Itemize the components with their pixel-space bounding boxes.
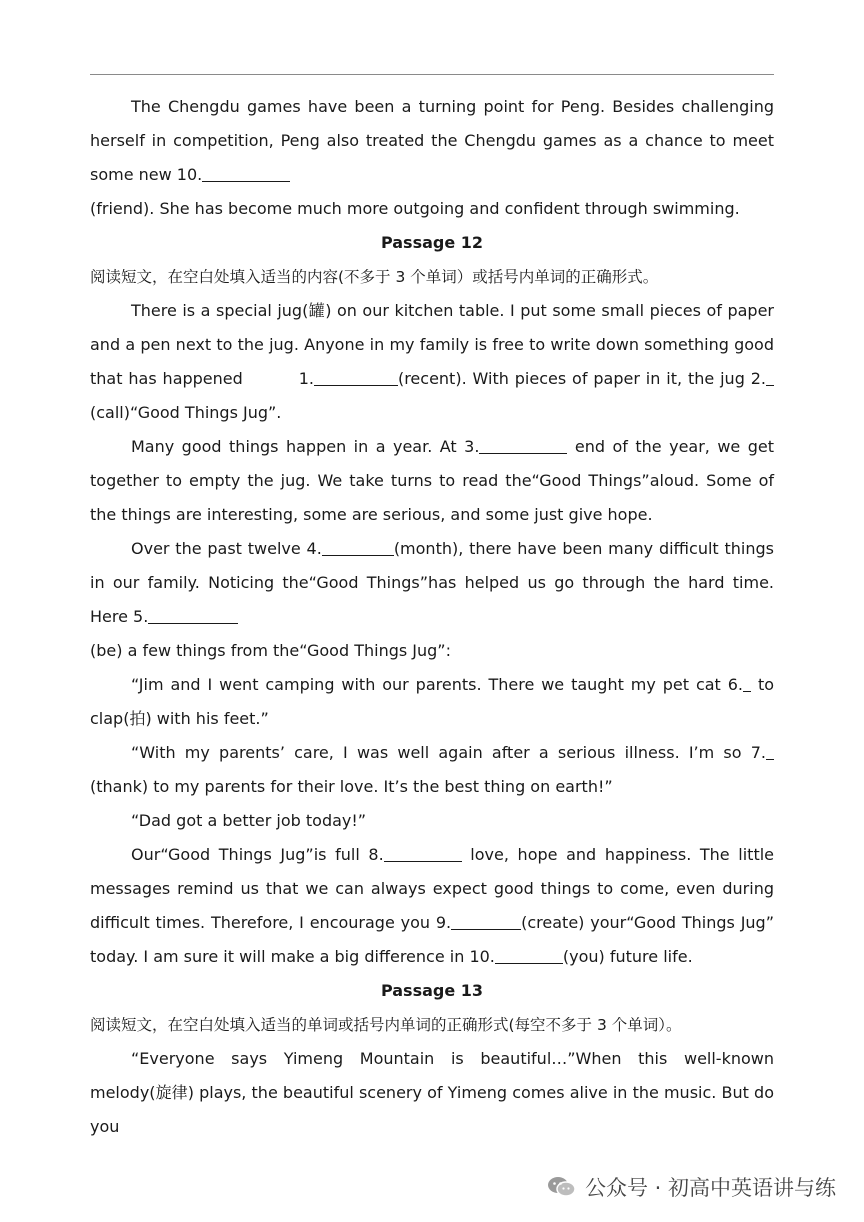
answer-blank[interactable] bbox=[384, 843, 462, 862]
passage12-paragraph: There is a special jug(罐) on our kitchen table. I put some small pieces of paper and a pen next to the jug. Anyone in my family is free to write down something good that has happened 1. (recent). With pieces of paper in it, the jug 2. (call)“Good Things Jug”. bbox=[90, 301, 774, 422]
answer-blank[interactable] bbox=[479, 435, 567, 454]
answer-blank[interactable] bbox=[314, 367, 398, 386]
quote-paragraph: “With my parents’ care, I was well again after a serious illness. I’m so 7. (thank) to my parents for their love. It’s the best thing on earth!” bbox=[90, 736, 774, 804]
answer-blank[interactable] bbox=[766, 367, 774, 386]
answer-blank[interactable] bbox=[451, 911, 521, 930]
passage12-paragraph: Over the past twelve 4. (month), there have been many difficult things in our family. Noticing the“Good Things”has helped us go through the hard time. Here 5. bbox=[90, 539, 774, 626]
passage11-paragraph: The Chengdu games have been a turning point for Peng. Besides challenging herself in competition, Peng also treated the Chengdu games as a chance to meet some new 10. bbox=[90, 97, 774, 184]
watermark-text: 公众号 · 初高中英语讲与练 bbox=[584, 1176, 836, 1200]
answer-blank[interactable] bbox=[322, 537, 394, 556]
passage-instruction: 阅读短文，在空白处填入适当的单词或括号内单词的正确形式(每空不多于 3 个单词）。 bbox=[90, 1016, 682, 1034]
passage13-paragraph: “Everyone says Yimeng Mountain is beautiful…”When this well-known melody(旋律) plays, the beautiful scenery of Yimeng comes alive in the music. But do you bbox=[90, 1049, 774, 1136]
quote-paragraph: “Dad got a better job today!” bbox=[131, 811, 367, 830]
answer-blank[interactable] bbox=[202, 163, 290, 182]
passage12-paragraph: (be) a few things from the“Good Things Jug”: bbox=[90, 641, 451, 660]
document-body bbox=[90, 90, 774, 1144]
quote-paragraph: “Jim and I went camping with our parents. There we taught my pet cat 6. to clap(拍) with his feet.” bbox=[90, 675, 774, 728]
answer-blank[interactable] bbox=[495, 945, 563, 964]
wechat-icon bbox=[547, 1175, 577, 1199]
passage11-paragraph: (friend). She has become much more outgoing and confident through swimming. bbox=[90, 199, 740, 218]
answer-blank[interactable] bbox=[766, 741, 774, 760]
passage-instruction: 阅读短文，在空白处填入适当的内容(不多于 3 个单词）或括号内单词的正确形式。 bbox=[90, 268, 659, 286]
passage12-paragraph: Many good things happen in a year. At 3. end of the year, we get together to empty the jug. We take turns to read the“Good Things”aloud. Some of the things are interesting, some are serious, and some just give hope. bbox=[90, 437, 775, 524]
passage-title: Passage 12 bbox=[380, 233, 484, 252]
passage-title: Passage 13 bbox=[380, 981, 484, 1000]
answer-blank[interactable] bbox=[743, 673, 751, 692]
answer-blank[interactable] bbox=[148, 605, 238, 624]
watermark bbox=[547, 1172, 836, 1202]
header-rule bbox=[90, 74, 774, 75]
passage12-paragraph: Our“Good Things Jug”is full 8. love, hope and happiness. The little messages remind us that we can always expect good things to come, even during difficult times. Therefore, I encourage you 9. (create) your“Good Things Jug” today. I am sure it will make a big difference in 10. (you) future life. bbox=[90, 845, 775, 966]
